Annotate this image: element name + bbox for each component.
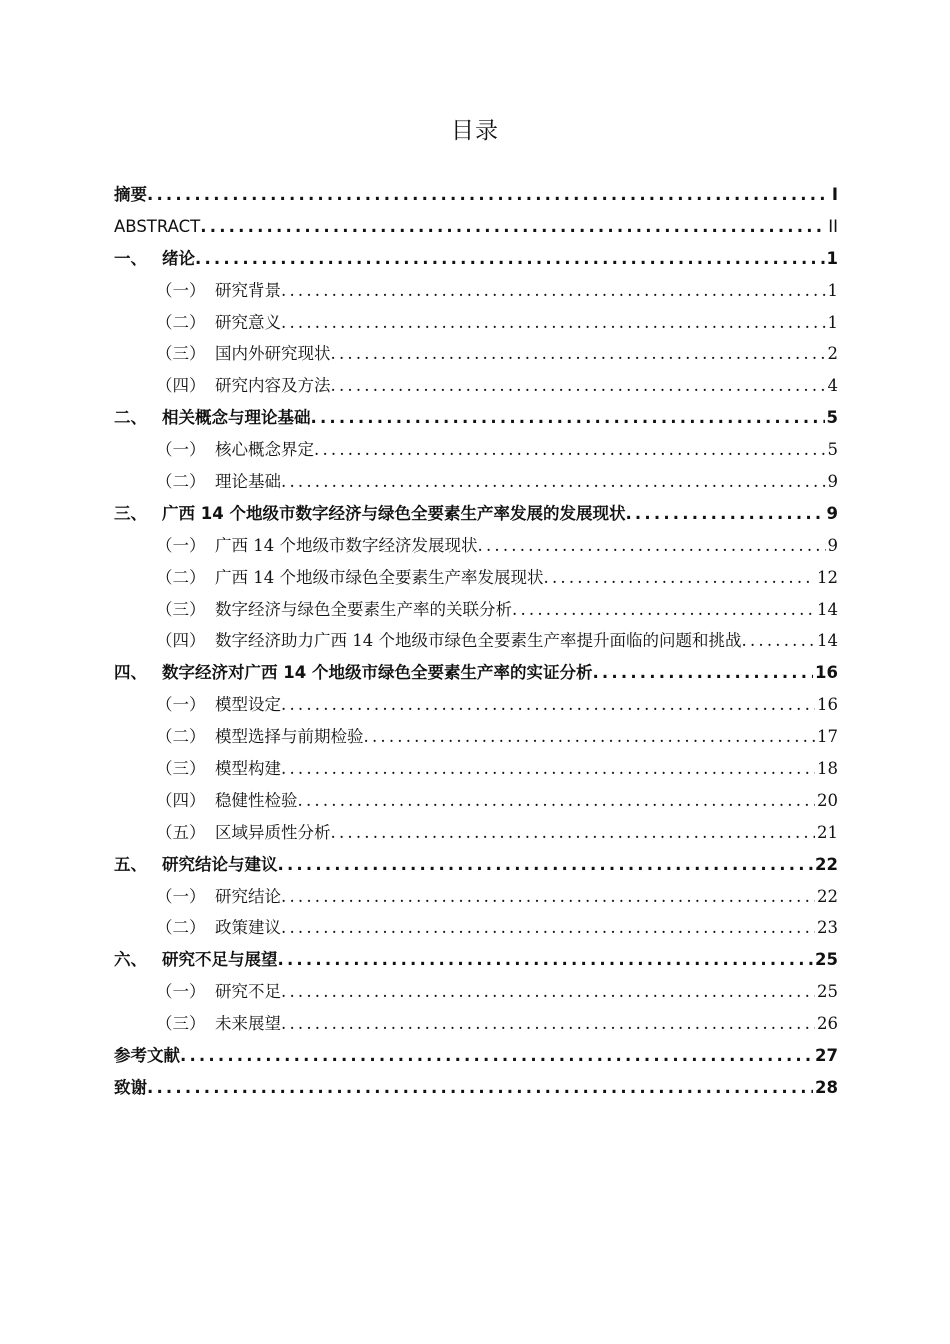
toc-entry-number: （一） [156, 440, 206, 460]
toc-entry-page-number: 5 [827, 440, 838, 460]
toc-entry-label: 广西 14 个地级市数字经济与绿色全要素生产率发展的发展现状 [162, 503, 626, 523]
toc-entry[interactable] [114, 625, 838, 657]
toc-dot-leader [298, 785, 816, 817]
toc-entry[interactable] [114, 1008, 838, 1040]
toc-entry-label: 核心概念界定 [215, 440, 314, 460]
toc-entry-page-number: 16 [817, 695, 838, 715]
toc-entry[interactable] [114, 689, 838, 721]
toc-entry-number: （一） [156, 695, 206, 715]
toc-entry[interactable] [114, 275, 838, 307]
toc-entry-number: （二） [156, 918, 206, 938]
toc-entry-page-number: 9 [826, 503, 838, 523]
toc-entry-number: （三） [156, 1014, 206, 1034]
toc-entry-label: 广西 14 个地级市数字经济发展现状 [215, 535, 478, 555]
toc-entry[interactable] [114, 976, 838, 1008]
toc-entry-page-number: 23 [817, 918, 838, 938]
toc-entry-number: （四） [156, 376, 206, 396]
toc-dot-leader [281, 466, 826, 498]
toc-entry-label: 未来展望 [215, 1014, 281, 1034]
toc-entry-label: 研究内容及方法 [215, 376, 331, 396]
toc-entry-label: 理论基础 [215, 472, 281, 492]
toc-entry[interactable] [114, 402, 838, 434]
toc-entry-page-number: II [828, 216, 838, 236]
toc-entry[interactable] [114, 721, 838, 753]
toc-entry-label: 模型选择与前期检验 [215, 727, 364, 747]
toc-dot-leader [331, 817, 816, 849]
toc-dot-leader [147, 1072, 813, 1104]
toc-entry-label: ABSTRACT [114, 216, 201, 236]
toc-entry-page-number: 14 [817, 599, 838, 619]
toc-entry-label: 绪论 [162, 248, 195, 268]
toc-dot-leader [331, 370, 826, 402]
toc-entry[interactable] [114, 881, 838, 913]
toc-entry-page-number: 4 [827, 376, 838, 396]
toc-dot-leader [281, 1008, 815, 1040]
toc-entry-label: 模型构建 [215, 759, 281, 779]
toc-entry-page-number: 2 [827, 344, 838, 364]
toc-entry-page-number: 25 [817, 982, 838, 1002]
toc-entry-label: 国内外研究现状 [215, 344, 331, 364]
toc-entry-page-number: 21 [817, 822, 838, 842]
toc-entry-number: （一） [156, 982, 206, 1002]
toc-entry-page-number: 20 [817, 790, 838, 810]
toc-entry-page-number: 1 [827, 312, 838, 332]
toc-entry-number: 六、 [114, 950, 147, 970]
toc-entry-page-number: 9 [827, 535, 838, 555]
toc-entry-label: 政策建议 [215, 918, 281, 938]
toc-dot-leader [281, 307, 826, 339]
toc-entry-label: 区域异质性分析 [215, 822, 331, 842]
toc-entry-number: （四） [156, 790, 206, 810]
toc-entry[interactable] [114, 530, 838, 562]
toc-entry[interactable] [114, 370, 838, 402]
toc-dot-leader [281, 976, 815, 1008]
toc-dot-leader [180, 1040, 813, 1072]
page-title: 目录 [451, 118, 499, 144]
toc-entry[interactable] [114, 466, 838, 498]
toc-dot-leader [281, 881, 815, 913]
toc-entry-number: 五、 [114, 854, 147, 874]
toc-dot-leader [281, 753, 815, 785]
toc-entry-page-number: 12 [817, 567, 838, 587]
toc-dot-leader [512, 594, 815, 626]
toc-dot-leader [478, 530, 826, 562]
toc-entry-number: （一） [156, 280, 206, 300]
toc-entry-number: （二） [156, 472, 206, 492]
toc-entry-label: 广西 14 个地级市绿色全要素生产率发展现状 [215, 567, 544, 587]
toc-entry[interactable] [114, 562, 838, 594]
toc-entry-page-number: 27 [815, 1046, 838, 1066]
toc-entry[interactable] [114, 657, 838, 689]
toc-entry[interactable] [114, 307, 838, 339]
toc-entry-label: 数字经济与绿色全要素生产率的关联分析 [215, 599, 512, 619]
toc-entry-page-number: 18 [817, 759, 838, 779]
toc-dot-leader [200, 211, 826, 243]
toc-dot-leader [592, 657, 813, 689]
toc-entry[interactable] [114, 1072, 838, 1104]
toc-entry-number: （二） [156, 567, 206, 587]
toc-entry-page-number: 14 [817, 631, 838, 651]
toc-entry-label: 数字经济助力广西 14 个地级市绿色全要素生产率提升面临的问题和挑战 [215, 631, 742, 651]
toc-entry-number: （二） [156, 727, 206, 747]
toc-entry-number: （一） [156, 535, 206, 555]
toc-dot-leader [625, 498, 824, 530]
toc-dot-leader [278, 849, 814, 881]
toc-dot-leader [364, 721, 816, 753]
toc-entry[interactable] [114, 785, 838, 817]
toc-entry-page-number: I [831, 185, 838, 204]
toc-entry-page-number: 28 [815, 1077, 838, 1097]
toc-dot-leader [278, 944, 814, 976]
toc-dot-leader [742, 625, 816, 657]
toc-entry-number: 三、 [114, 503, 147, 523]
toc-entry-label: 研究不足 [215, 982, 281, 1002]
toc-entry-number: （三） [156, 344, 206, 364]
toc-entry-number: （三） [156, 599, 206, 619]
toc-dot-leader [281, 689, 815, 721]
toc-entry[interactable] [114, 753, 838, 785]
toc-entry-number: 二、 [114, 408, 147, 428]
toc-entry-page-number: 22 [815, 854, 838, 874]
toc-entry[interactable] [114, 912, 838, 944]
toc-entry[interactable] [114, 944, 838, 976]
toc-entry-number: 四、 [114, 663, 147, 683]
toc-entry[interactable] [114, 338, 838, 370]
toc-entry-page-number: 5 [826, 408, 838, 428]
toc-entry-label: 模型设定 [215, 695, 281, 715]
toc-entry[interactable] [114, 434, 838, 466]
toc-entry-label: 相关概念与理论基础 [162, 408, 311, 428]
toc-entry-page-number: 26 [817, 1014, 838, 1034]
toc-entry-label: 致谢 [114, 1077, 147, 1097]
toc-dot-leader [311, 402, 825, 434]
toc-dot-leader [544, 562, 816, 594]
toc-entry-number: （五） [156, 822, 206, 842]
toc-entry-number: （三） [156, 759, 206, 779]
toc-entry-label: 研究结论 [215, 886, 281, 906]
toc-entry-label: 研究结论与建议 [162, 854, 278, 874]
toc-list [114, 179, 838, 1104]
toc-entry-number: （四） [156, 631, 206, 651]
toc-entry-label: 稳健性检验 [215, 790, 298, 810]
toc-entry-label: 摘要 [114, 185, 147, 204]
toc-dot-leader [281, 275, 826, 307]
toc-entry-label: 研究意义 [215, 312, 281, 332]
toc-entry[interactable] [114, 1040, 838, 1072]
toc-entry-label: 数字经济对广西 14 个地级市绿色全要素生产率的实证分析 [162, 663, 593, 683]
toc-entry-page-number: 17 [817, 727, 838, 747]
toc-entry[interactable] [114, 594, 838, 626]
toc-entry[interactable] [114, 498, 838, 530]
toc-entry-page-number: 22 [817, 886, 838, 906]
toc-entry-page-number: 16 [815, 663, 838, 683]
toc-entry[interactable] [114, 849, 838, 881]
toc-dot-leader [331, 338, 826, 370]
toc-entry-page-number: 1 [826, 248, 838, 268]
toc-dot-leader [147, 179, 830, 211]
toc-entry-label: 参考文献 [114, 1046, 180, 1066]
toc-entry-number: （一） [156, 886, 206, 906]
toc-entry[interactable] [114, 243, 838, 275]
toc-dot-leader [195, 243, 825, 275]
toc-dot-leader [281, 912, 815, 944]
toc-entry-label: 研究背景 [215, 280, 281, 300]
toc-dot-leader [314, 434, 826, 466]
toc-entry-number: （二） [156, 312, 206, 332]
toc-entry-number: 一、 [114, 248, 147, 268]
toc-entry[interactable] [114, 211, 838, 243]
toc-entry-page-number: 9 [827, 472, 838, 492]
toc-entry-label: 研究不足与展望 [162, 950, 278, 970]
toc-entry-page-number: 1 [827, 280, 838, 300]
toc-entry[interactable] [114, 817, 838, 849]
toc-entry-page-number: 25 [815, 950, 838, 970]
toc-entry[interactable] [114, 179, 838, 211]
